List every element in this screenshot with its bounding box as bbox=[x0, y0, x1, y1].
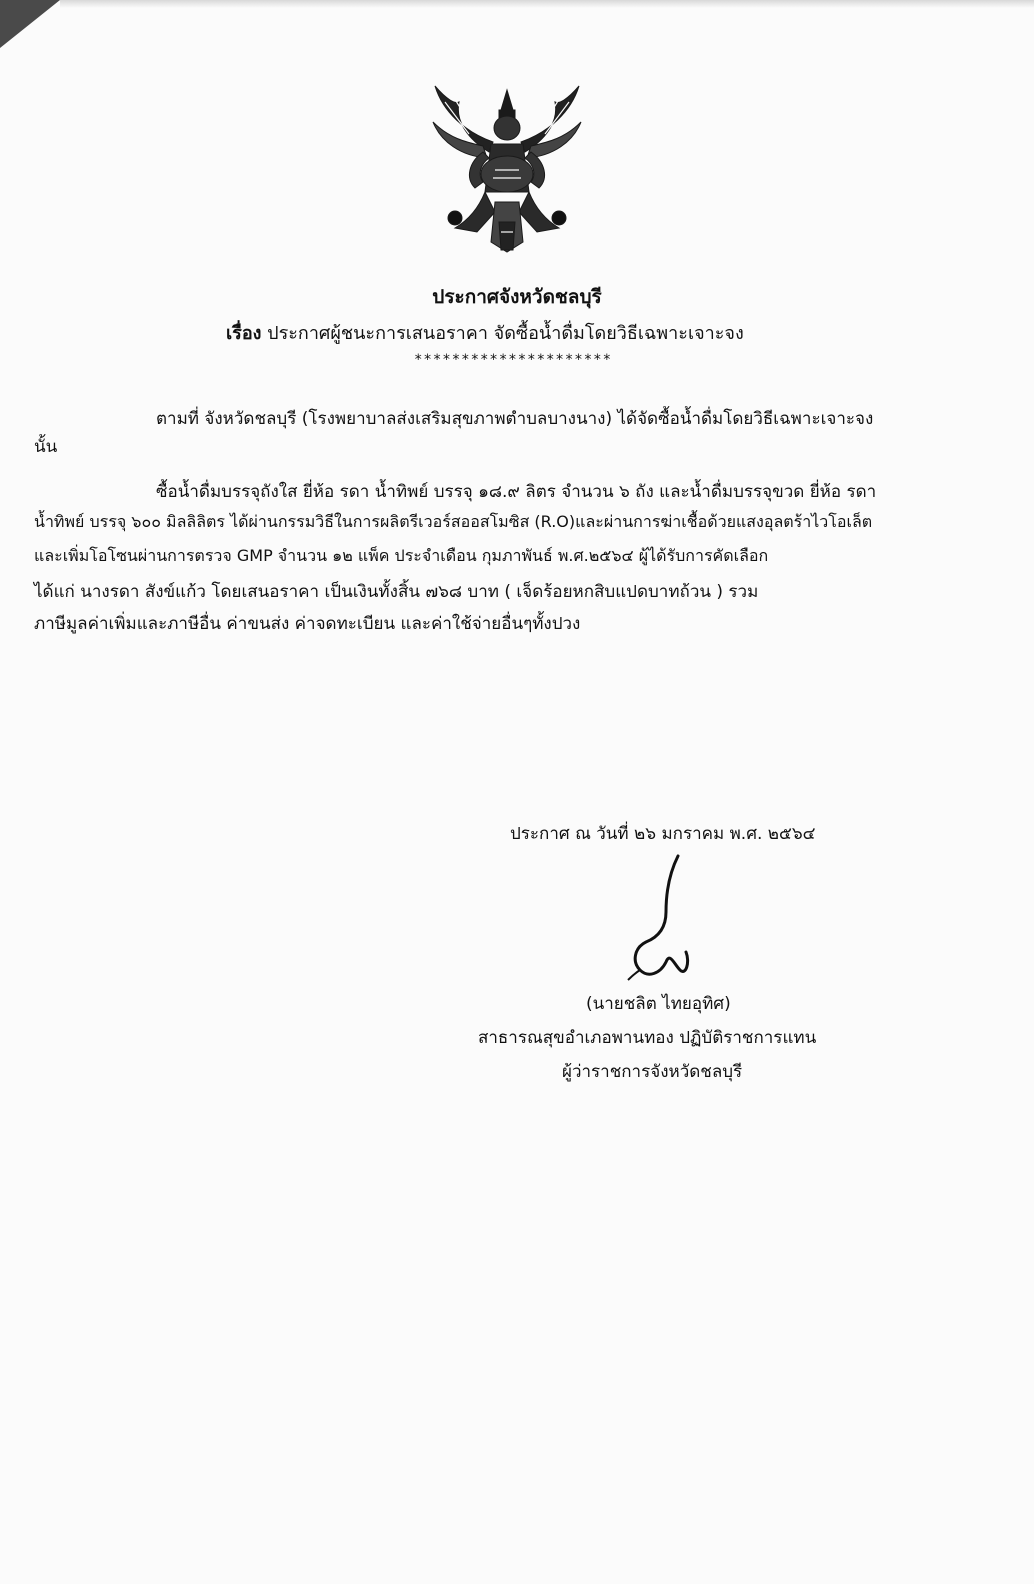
scan-corner-shadow bbox=[0, 0, 60, 48]
scan-top-edge bbox=[60, 0, 1034, 8]
paragraph-2-line-4: ได้แก่ นางรดา สังข์แก้ว โดยเสนอราคา เป็นเงินทั้งสิ้น ๗๖๘ บาท ( เจ็ดร้อยหกสิบแปดบาทถ้วน ) รวม bbox=[34, 582, 759, 602]
subject-line bbox=[226, 318, 744, 347]
announcement-date: ประกาศ ณ วันที่ ๒๖ มกราคม พ.ศ. ๒๕๖๔ bbox=[510, 824, 816, 844]
paragraph-2-line-3: และเพิ่มโอโซนผ่านการตรวจ GMP จำนวน ๑๒ แพ็ค ประจำเดือน กุมภาพันธ์ พ.ศ.๒๕๖๔ ผู้ได้รับการคัดเลือก bbox=[34, 546, 769, 565]
handwritten-signature-icon bbox=[626, 852, 696, 982]
subject-label: เรื่อง bbox=[226, 323, 262, 344]
signatory-name: (นายชลิต ไทยอุทิศ) bbox=[586, 994, 731, 1014]
subject-text: ประกาศผู้ชนะการเสนอราคา จัดซื้อน้ำดื่มโดยวิธีเฉพาะเจาะจง bbox=[267, 323, 744, 344]
paragraph-1-line-2: นั้น bbox=[34, 437, 58, 457]
garuda-emblem-icon bbox=[425, 82, 590, 254]
paragraph-2-line-5: ภาษีมูลค่าเพิ่มและภาษีอื่น ค่าขนส่ง ค่าจดทะเบียน และค่าใช้จ่ายอื่นๆทั้งปวง bbox=[34, 614, 581, 634]
paragraph-2-line-2: น้ำทิพย์ บรรจุ ๖๐๐ มิลลิลิตร ได้ผ่านกรรมวิธีในการผลิตรีเวอร์สออสโมซิส (R.O)และผ่านการฆ่าเชื้อด้วยแสงอุลตร้าไวโอเล็ต bbox=[34, 512, 873, 531]
paragraph-1-line-1: ตามที่ จังหวัดชลบุรี (โรงพยาบาลส่งเสริมสุขภาพตำบลบางนาง) ได้จัดซื้อน้ำดื่มโดยวิธีเฉพาะเจาะจง bbox=[156, 409, 874, 429]
separator-stars: ********************* bbox=[414, 352, 613, 368]
signatory-position-1: สาธารณสุขอำเภอพานทอง ปฏิบัติราชการแทน bbox=[478, 1028, 817, 1048]
paragraph-2-line-1: ซื้อน้ำดื่มบรรจุถังใส ยี่ห้อ รดา น้ำทิพย์ บรรจุ ๑๘.๙ ลิตร จำนวน ๖ ถัง และน้ำดื่มบรรจุขวด ยี่ห้อ รดา bbox=[156, 482, 877, 502]
document-heading: ประกาศจังหวัดชลบุรี bbox=[432, 286, 602, 308]
signatory-position-2: ผู้ว่าราชการจังหวัดชลบุรี bbox=[562, 1062, 743, 1082]
